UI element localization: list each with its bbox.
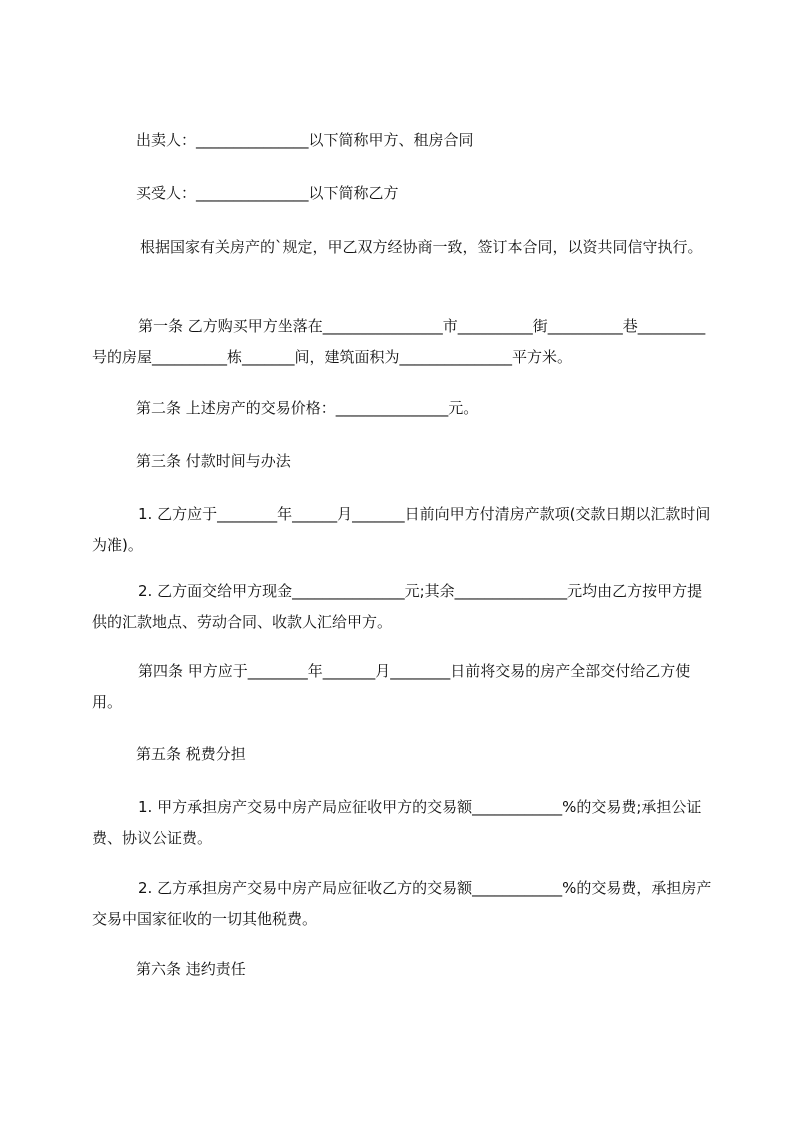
- article-1: 第一条 乙方购买甲方坐落在________________市__________街__________巷_________号的房屋__________栋_______间，建筑面积为_______________平方米。: [92, 317, 706, 366]
- article-5-item-2: 2. 乙方承担房产交易中房产局应征收乙方的交易额____________%的交易费，承担房产交易中国家征收的一切其他税费。: [92, 879, 712, 928]
- article-6-title: 第六条 违约责任: [136, 960, 246, 978]
- seller-line: 出卖人：_______________以下简称甲方、租房合同: [136, 131, 474, 149]
- buyer-line: 买受人：_______________以下简称乙方: [136, 184, 399, 202]
- article-2: 第二条 上述房产的交易价格：_______________元。: [136, 399, 479, 417]
- preamble: 根据国家有关房产的`规定，甲乙双方经协商一致，签订本合同，以资共同信守执行。: [140, 238, 703, 256]
- article-5-item-1: 1. 甲方承担房产交易中房产局应征收甲方的交易额____________%的交易费;承担公证费、协议公证费。: [92, 798, 702, 847]
- article-3-title: 第三条 付款时间与办法: [136, 452, 291, 470]
- article-4: 第四条 甲方应于________年_______月________日前将交易的房产全部交付给乙方使用。: [92, 662, 691, 711]
- article-3-item-1: 1. 乙方应于________年______月_______日前向甲方付清房产款项(交款日期以汇款时间为准)。: [92, 505, 711, 554]
- article-3-item-2: 2. 乙方面交给甲方现金_______________元;其余_______________元均由乙方按甲方提供的汇款地点、劳动合同、收款人汇给甲方。: [92, 582, 703, 631]
- article-5-title: 第五条 税费分担: [136, 745, 246, 763]
